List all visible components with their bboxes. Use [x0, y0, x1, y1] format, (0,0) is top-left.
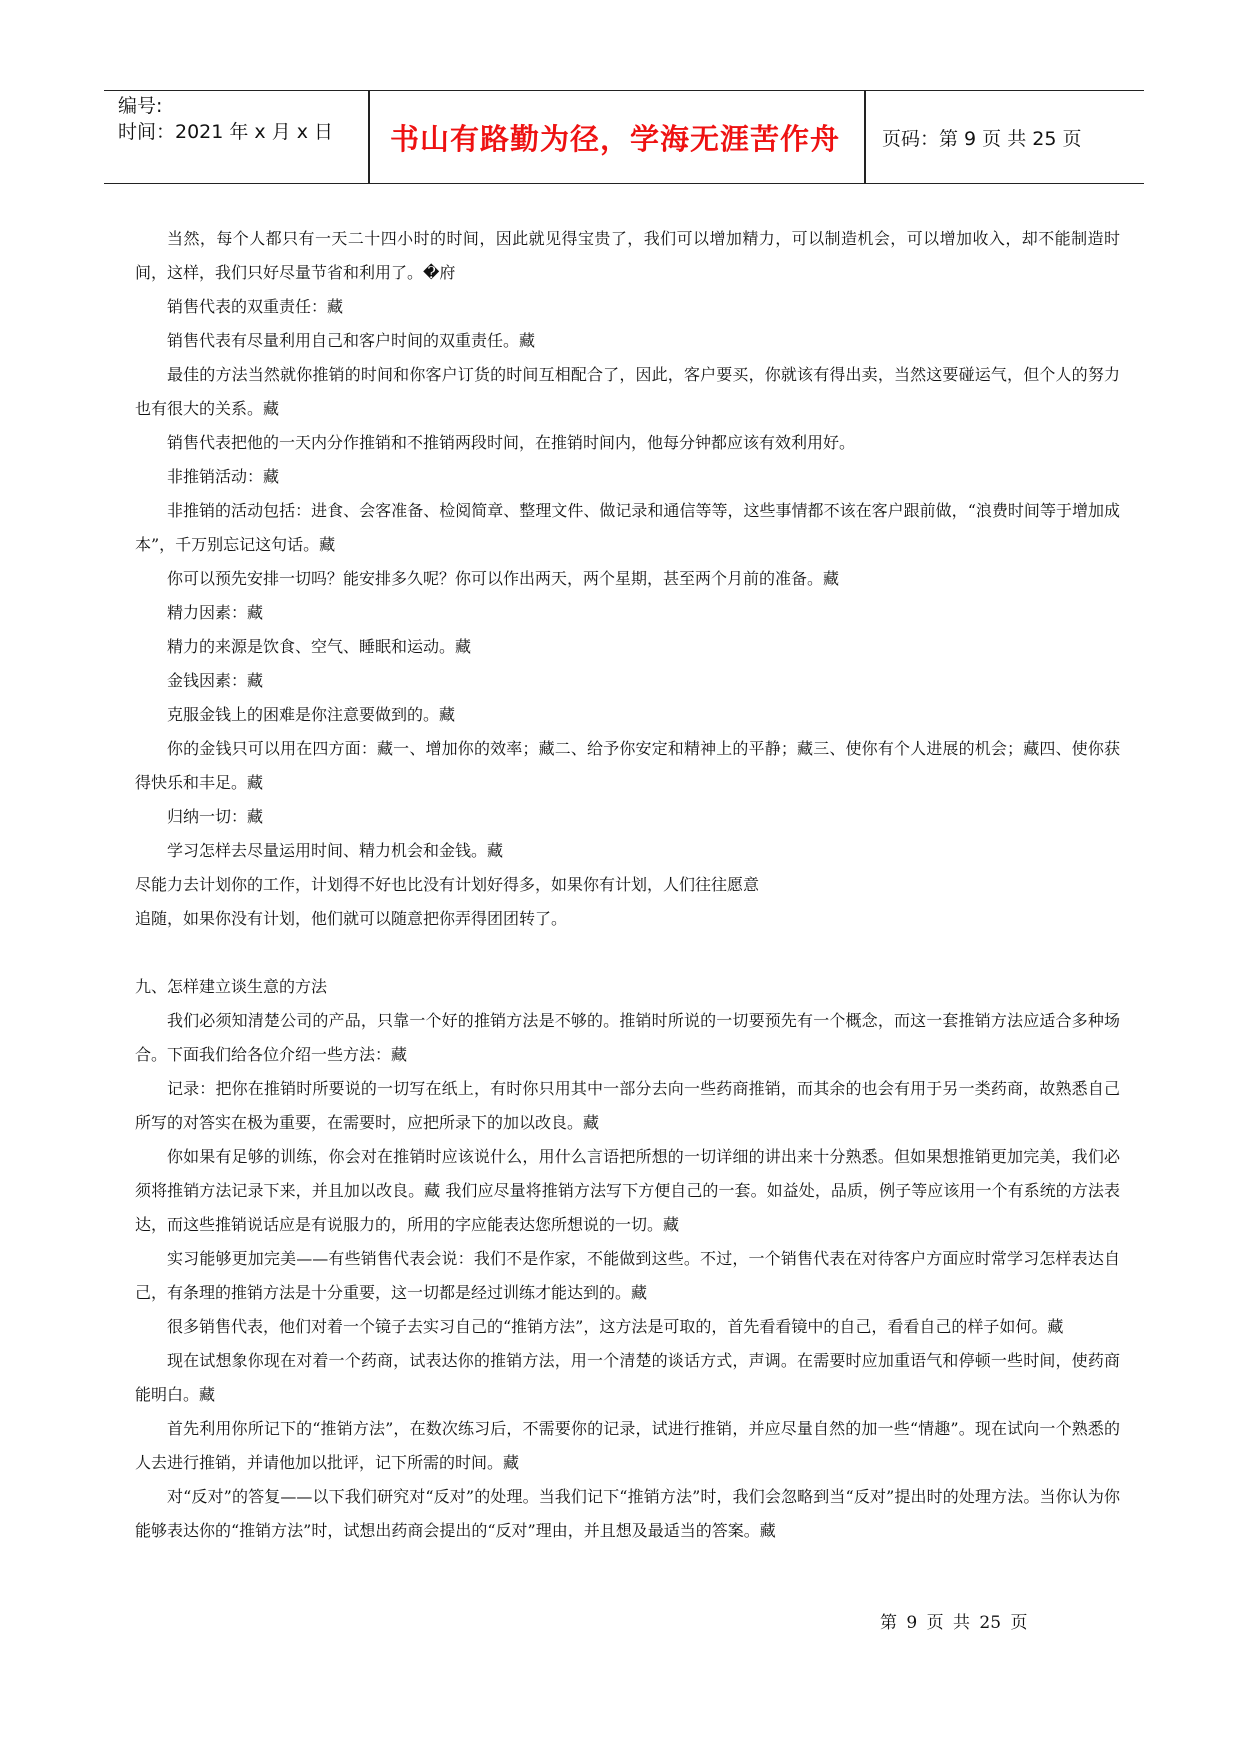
document-number-label: 编号: — [118, 95, 163, 117]
header-meta — [118, 93, 368, 145]
paragraph: 归纳一切：藏 — [167, 807, 264, 826]
section-heading: 九、怎样建立谈生意的方法 — [135, 977, 328, 996]
paragraph: 我们必须知清楚公司的产品，只靠一个好的推销方法是不够的。推销时所说的一切要预先有一个概念，而这一套推销方法应适合多种场合。下面我们给各位介绍一些方法：藏 — [135, 1011, 1120, 1064]
paragraph: 销售代表的双重责任：藏 — [167, 297, 344, 316]
paragraph: 学习怎样去尽量运用时间、精力机会和金钱。藏 — [167, 841, 504, 860]
paragraph: 记录：把你在推销时所要说的一切写在纸上，有时你只用其中一部分去向一些药商推销，而其余的也会有用于另一类药商，故熟悉自己所写的对答实在极为重要，在需要时，应把所录下的加以改良。藏 — [135, 1079, 1120, 1132]
paragraph: 精力的来源是饮食、空气、睡眠和运动。藏 — [167, 637, 472, 656]
paragraph: 当然，每个人都只有一天二十四小时的时间，因此就见得宝贵了，我们可以增加精力，可以制造机会，可以增加收入，却不能制造时间，这样，我们只好尽量节省和利用了。�府 — [135, 229, 1120, 282]
paragraph: 克服金钱上的困难是你注意要做到的。藏 — [167, 705, 456, 724]
paragraph: 你可以预先安排一切吗？能安排多久呢？你可以作出两天，两个星期，甚至两个月前的准备。藏 — [167, 569, 840, 588]
paragraph: 销售代表有尽量利用自己和客户时间的双重责任。藏 — [167, 331, 536, 350]
paragraph: 你如果有足够的训练，你会对在推销时应该说什么，用什么言语把所想的一切详细的讲出来十分熟悉。但如果想推销更加完美，我们必须将推销方法记录下来，并且加以改良。藏 我们应尽量将推销方法写下方便自己的一套。如益处，品质，例子等应该用一个有系统的方法表达，而这些推销说话应是有说服力的，所用的字应能表达您所想说的一切。藏 — [135, 1147, 1120, 1234]
document-body — [135, 222, 1120, 1548]
paragraph: 销售代表把他的一天内分作推销和不推销两段时间，在推销时间内，他每分钟都应该有效利用好。 — [167, 433, 856, 452]
paragraph: 金钱因素：藏 — [167, 671, 264, 690]
page-footer: 第 9 页 共 25 页 — [880, 1613, 1028, 1633]
paragraph: 非推销活动：藏 — [167, 467, 280, 486]
paragraph: 首先利用你所记下的“推销方法”，在数次练习后，不需要你的记录，试进行推销，并应尽量自然的加一些“情趣”。现在试向一个熟悉的人去进行推销，并请他加以批评，记下所需的时间。藏 — [135, 1419, 1120, 1472]
header-page-info: 页码：第 9 页 共 25 页 — [882, 127, 1082, 150]
paragraph: 最佳的方法当然就你推销的时间和你客户订货的时间互相配合了，因此，客户要买，你就该有得出卖，当然这要碰运气，但个人的努力也有很大的关系。藏 — [135, 365, 1120, 418]
header-motto: 书山有路勤为径，学海无涯苦作舟 — [389, 121, 840, 156]
unindented-line: 尽能力去计划你的工作，计划得不好也比没有计划好得多，如果你有计划，人们往往愿意 — [135, 875, 760, 894]
paragraph: 精力因素：藏 — [167, 603, 264, 622]
document-header — [104, 90, 1144, 184]
paragraph: 你的金钱只可以用在四方面：藏一、增加你的效率；藏二、给予你安定和精神上的平静；藏三、使你有个人进展的机会；藏四、使你获得快乐和丰足。藏 — [135, 739, 1120, 792]
paragraph: 实习能够更加完美——有些销售代表会说：我们不是作家，不能做到这些。不过，一个销售代表在对待客户方面应时常学习怎样表达自己，有条理的推销方法是十分重要，这一切都是经过训练才能达到的。藏 — [135, 1249, 1120, 1302]
paragraph: 很多销售代表，他们对着一个镜子去实习自己的“推销方法”，这方法是可取的，首先看看镜中的自己，看看自己的样子如何。藏 — [167, 1317, 1064, 1336]
unindented-line: 追随，如果你没有计划，他们就可以随意把你弄得团团转了。 — [135, 909, 568, 928]
paragraph: 非推销的活动包括：进食、会客准备、检阅简章、整理文件、做记录和通信等等，这些事情都不该在客户跟前做，“浪费时间等于增加成本”，千万别忘记这句话。藏 — [135, 501, 1120, 554]
paragraph: 现在试想象你现在对着一个药商，试表达你的推销方法，用一个清楚的谈话方式，声调。在需要时应加重语气和停顿一些时间，使药商能明白。藏 — [135, 1351, 1120, 1404]
paragraph: 对“反对”的答复——以下我们研究对“反对”的处理。当我们记下“推销方法”时，我们会忽略到当“反对”提出时的处理方法。当你认为你能够表达你的“推销方法”时，试想出药商会提出的“反对”理由，并且想及最适当的答案。藏 — [135, 1487, 1120, 1540]
document-time-label: 时间：2021 年 x 月 x 日 — [118, 121, 334, 143]
